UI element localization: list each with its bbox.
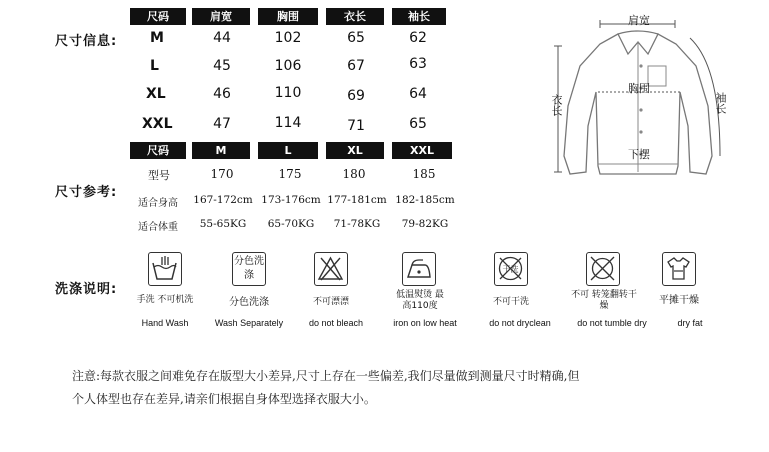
size-ref-cell: 167-172cm bbox=[193, 194, 253, 206]
svg-text:干洗: 干洗 bbox=[502, 265, 519, 274]
size-cell: 110 bbox=[274, 85, 302, 101]
size-ref-cell: 65-70KG bbox=[267, 218, 315, 230]
care-label-en: iron on low heat bbox=[393, 318, 457, 328]
shoulder-width-label: 肩宽 bbox=[628, 14, 650, 27]
size-cell: 102 bbox=[274, 30, 302, 46]
wash-separately-icon-text: 分色洗涤 bbox=[234, 256, 264, 281]
care-label-en: do not bleach bbox=[308, 318, 364, 328]
care-label-cn: 不可漂漂 bbox=[312, 297, 349, 307]
care-label-cn: 不可干洗 bbox=[492, 297, 529, 307]
care-label-cn: 平摊干燥 bbox=[659, 295, 699, 306]
care-label-en: dry fat bbox=[677, 318, 703, 328]
care-label-en: do not tumble dry bbox=[577, 318, 647, 328]
wash-label: 洗涤说明: bbox=[55, 282, 118, 297]
size-info-header-sleeve: 袖长 bbox=[392, 8, 446, 25]
size-ref-row-label: 适合体重 bbox=[138, 222, 178, 233]
size-ref-header: M bbox=[192, 142, 250, 159]
dry-flat-icon bbox=[662, 252, 696, 286]
size-info-label: 尺寸信息: bbox=[55, 34, 118, 49]
size-ref-cell: 175 bbox=[278, 167, 302, 181]
length-label: 衣长 bbox=[550, 94, 563, 116]
size-ref-cell: 180 bbox=[342, 167, 366, 181]
size-ref-row-label: 适合身高 bbox=[138, 198, 178, 209]
care-label-cn: 分色洗涤 bbox=[229, 297, 269, 308]
care-label-en: Wash Separately bbox=[214, 318, 284, 328]
size-cell: 64 bbox=[409, 86, 427, 102]
size-cell: 63 bbox=[409, 56, 427, 72]
size-ref-cell: 182-185cm bbox=[395, 194, 455, 206]
size-info-header-length: 衣长 bbox=[326, 8, 384, 25]
size-row-label: L bbox=[150, 58, 159, 74]
hand-wash-icon bbox=[148, 252, 182, 286]
care-label-en: Hand Wash bbox=[141, 318, 189, 328]
care-label-cn: 低温熨烫 最高110度 bbox=[396, 290, 444, 311]
size-info-header-size: 尺码 bbox=[130, 8, 186, 25]
size-row-label: M bbox=[150, 30, 164, 46]
size-row-label: XXL bbox=[142, 116, 173, 132]
size-ref-header: XXL bbox=[392, 142, 452, 159]
care-label-en: do not dryclean bbox=[489, 318, 551, 328]
size-ref-cell: 79-82KG bbox=[401, 218, 449, 230]
size-cell: 71 bbox=[347, 118, 365, 134]
size-cell: 67 bbox=[347, 58, 365, 74]
size-info-header-chest: 胸围 bbox=[258, 8, 318, 25]
size-ref-header: XL bbox=[326, 142, 384, 159]
size-cell: 45 bbox=[213, 58, 231, 74]
iron-low-heat-icon bbox=[402, 252, 436, 286]
size-cell: 47 bbox=[213, 116, 231, 132]
note-line-1: 注意:每款衣服之间难免存在版型大小差异,尺寸上存在一些偏差,我们尽量做到测量尺寸时精确,但 bbox=[72, 369, 580, 383]
size-row-label: XL bbox=[146, 86, 166, 102]
no-tumble-dry-icon bbox=[586, 252, 620, 286]
hem-label: 下摆 bbox=[628, 148, 650, 161]
size-info-header-shoulder: 肩宽 bbox=[192, 8, 250, 25]
size-cell: 69 bbox=[347, 88, 365, 104]
size-cell: 106 bbox=[274, 58, 302, 74]
no-bleach-icon bbox=[314, 252, 348, 286]
size-cell: 44 bbox=[213, 30, 231, 46]
care-label-cn: 不可 转笼翻转干燥 bbox=[571, 290, 637, 311]
size-cell: 46 bbox=[213, 86, 231, 102]
sleeve-label: 袖长 bbox=[714, 92, 727, 114]
size-cell: 114 bbox=[274, 115, 302, 131]
size-cell: 65 bbox=[347, 30, 365, 46]
size-ref-label: 尺寸参考: bbox=[55, 185, 118, 200]
size-ref-header: 尺码 bbox=[130, 142, 186, 159]
size-ref-header: L bbox=[258, 142, 318, 159]
size-ref-cell: 55-65KG bbox=[199, 218, 247, 230]
size-ref-cell: 185 bbox=[412, 167, 436, 181]
size-ref-cell: 177-181cm bbox=[327, 194, 387, 206]
size-cell: 65 bbox=[409, 116, 427, 132]
size-ref-row-label: 型号 bbox=[148, 169, 170, 182]
size-cell: 62 bbox=[409, 30, 427, 46]
size-ref-cell: 71-78KG bbox=[333, 218, 381, 230]
size-ref-cell: 173-176cm bbox=[261, 194, 321, 206]
no-dryclean-icon bbox=[494, 252, 528, 286]
wash-separately-icon bbox=[232, 252, 266, 286]
note-line-2: 个人体型也存在差异,请亲们根据自身体型选择衣服大小。 bbox=[72, 392, 376, 406]
size-ref-cell: 170 bbox=[210, 167, 234, 181]
chest-label: 胸围 bbox=[628, 82, 650, 95]
care-label-cn: 手洗 不可机洗 bbox=[136, 295, 194, 305]
